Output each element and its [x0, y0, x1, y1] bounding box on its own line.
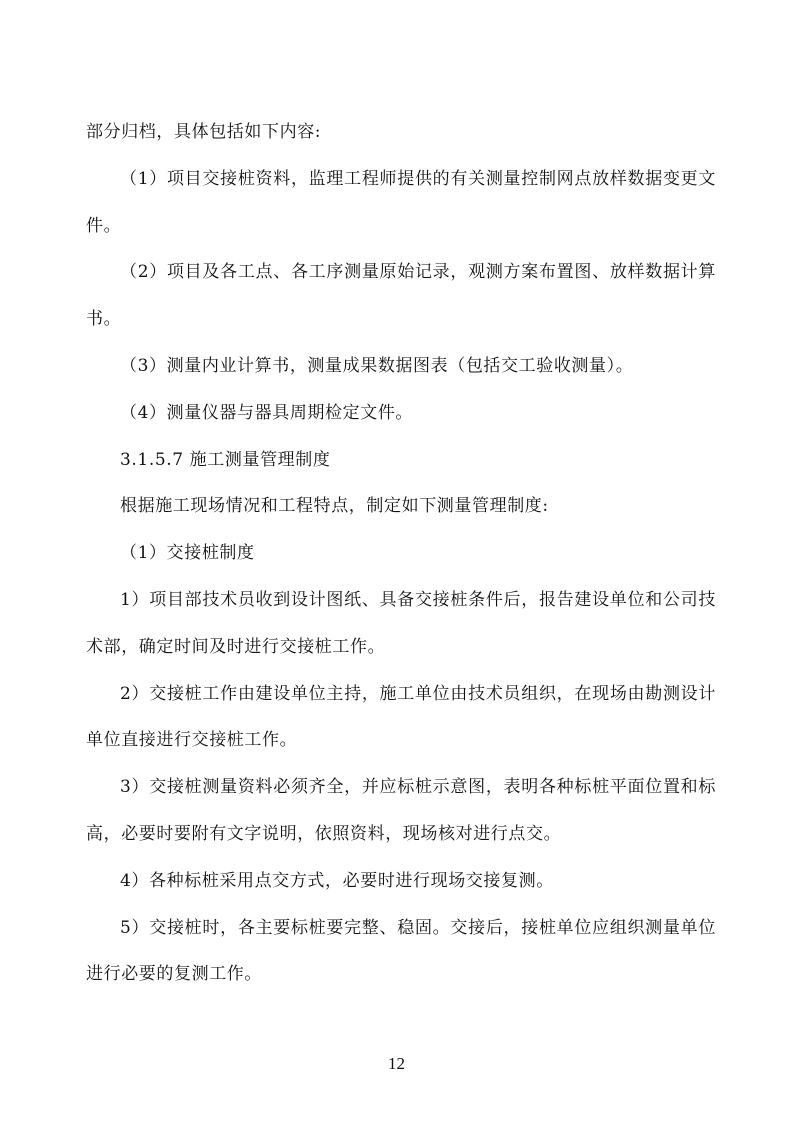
paragraph-item-3: （3）测量内业计算书，测量成果数据图表（包括交工验收测量）。: [120, 355, 634, 376]
paragraph-continuation: 部分归档，具体包括如下内容:: [86, 122, 322, 142]
paragraph-rule-4: 4）各种标桩采用点交方式，必要时进行现场交接复测。: [120, 870, 554, 891]
paragraph-rule-5: 5）交接桩时，各主要标桩要完整、稳固。交接后，接桩单位应组织测量单位进行必要的复测工作。: [86, 917, 716, 985]
paragraph-rule-1: 1）项目部技术员收到设计图纸、具备交接桩条件后，报告建设单位和公司技术部，确定时间及时进行交接桩工作。: [86, 589, 716, 657]
paragraph-item-2: （2）项目及各工点、各工序测量原始记录，观测方案布置图、放样数据计算书。: [86, 262, 716, 330]
section-heading: 3.1.5.7 施工测量管理制度: [120, 449, 331, 470]
paragraph-rule-3: 3）交接桩测量资料必须齐全，并应标桩示意图，表明各种标桩平面位置和标高，必要时要附有文字说明，依照资料，现场核对进行点交。: [86, 777, 716, 844]
page-number: 12: [388, 1054, 405, 1073]
paragraph-item-4: （4）测量仪器与器具周期检定文件。: [120, 402, 414, 423]
paragraph-rule-2: 2）交接桩工作由建设单位主持，施工单位由技术员组织，在现场由勘测设计单位直接进行交接桩工作。: [86, 683, 716, 751]
paragraph-intro: 根据施工现场情况和工程特点，制定如下测量管理制度:: [120, 496, 549, 517]
subsection-heading: （1）交接桩制度: [120, 543, 255, 564]
document-body: [86, 109, 716, 998]
paragraph-item-1: （1）项目交接桩资料，监理工程师提供的有关测量控制网点放样数据变更文件。: [86, 168, 716, 236]
